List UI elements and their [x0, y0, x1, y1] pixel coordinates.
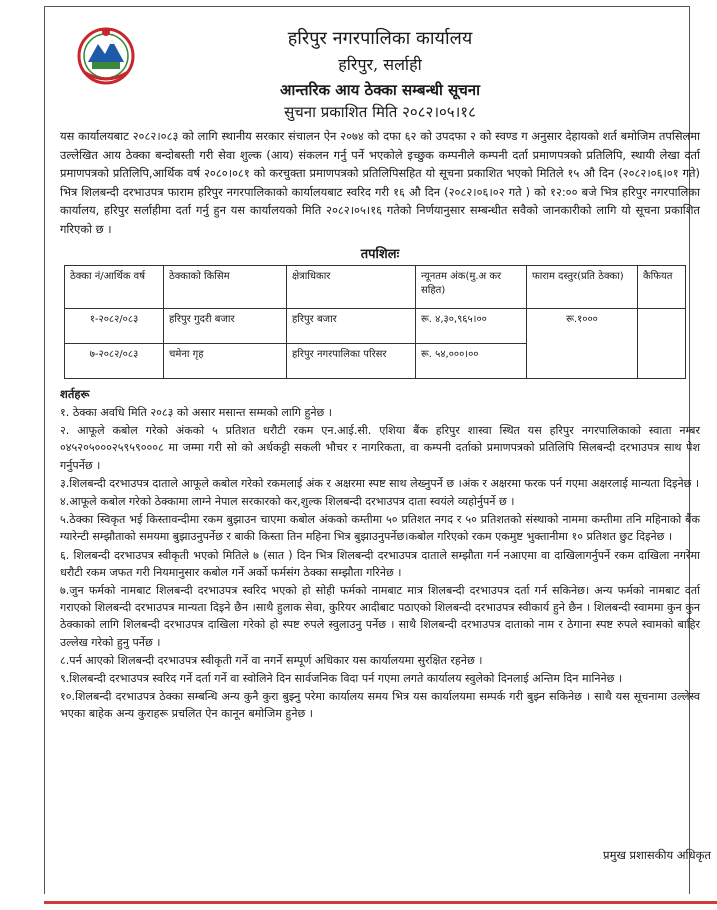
term-item: २. आफूले कबोल गरेको अंकको ५ प्रतिशत धरौटी रकम एन.आई.सी. एशिया बैंक हरिपुर शास्वा स्थित यस हरिपुर नगरपालिकाको स्वाता नम्बर ०४५२०५०००२५९५९०००८ मा जम्मा गरी सो को अर्धकट्टी सकली भौचर र नागरिकता, वा कम्पनी दर्ताको प्रमाणपत्रको प्रतिलिपि सिलबन्दी दरभाउपत्र साथ पेश गर्नुपर्नेछ । [60, 424, 700, 472]
term-item: ६. शिलबन्दी दरभाउपत्र स्वीकृती भएको मितिले ७ (सात ) दिन भित्र शिलबन्दी दरभाउपत्र दाताले सम्झौता गर्न नआएमा वा दाखिलागर्नुपर्ने रकम दाखिला नगरेमा धरौटी रकम जफत गरी नियमानुसार कबोल गर्ने अर्को फर्मसंग ठेक्का सम्झौता गरिनेछ । [60, 548, 700, 579]
term-item: ५.ठेक्का स्विकृत भई किस्तावन्दीमा रकम बुझाउन चाएमा कबोल अंकको कम्तीमा ५० प्रतिशत नगद र ५० प्रतिशतको संस्थाको नाममा कम्तीमा तनि महिनाको बैंक ग्यारेन्टी सम्झौताको समयमा बुझाउनुपर्नेछ र बाकी किस्ता तिन महिना भित्र बुझाउनुपर्नेछ।कबोल गरिएको रकम एकमुष्ट भुक्तानीमा १० प्रतिशत छुट दिइनेछ । [60, 513, 700, 544]
table-header-row [65, 266, 686, 309]
cell-min-amount: रू. ५४,०००।०० [416, 344, 527, 379]
cell-tender-no: १-२०८२/०८३ [65, 309, 164, 344]
cell-tender-type: हरिपुर गुदरी बजार [164, 309, 287, 344]
col-header-tender-type: ठेक्काको किसिम [164, 266, 287, 309]
publish-date: सुचना प्रकाशित मिति २०८२।०५।१८ [284, 103, 476, 121]
cell-tender-no: ७-२०८२/०८३ [65, 344, 164, 379]
term-item: ७.जुन फर्मको नामबाट शिलबन्दी दरभाउपत्र स्वरिद भएको हो सोही फर्मको नामबाट मात्र शिलबन्दी दरभाउपत्र दर्ता गर्न सकिनेछ। अन्य फर्मको नामबाट दर्ता गराएको शिलबन्दी दरभाउपत्र मान्यता दिइने छैन ।साथै हुलाक सेवा, कुरियर आदीबाट पठाएको शिलबन्दी दरभाउपत्र स्वीकार्य हुने छैन । शिलबन्दी स्वाममा कुन कुन ठेक्काको लागि शिलबन्दी दरभाउपत्र दाखिला गरेको हो स्पष्ट रुपले स्वुलाउनु पर्नेछ । साथै शिलबन्दी दरभाउपत्र दाताको नाम र ठेगाना स्पष्ट रुपले स्वामको बाहिर उल्लेख गरेको हुनु पर्नेछ । [60, 584, 700, 649]
cell-tender-type: चमेना गृह [164, 344, 287, 379]
footer-red-rule [44, 901, 717, 904]
page-border-left [44, 6, 45, 894]
terms-title: शर्तहरू [60, 387, 90, 401]
intro-paragraph: यस कार्यालयबाट २०८२।०८३ को लागि स्थानीय सरकार संचालन ऐन २०७४ को दफा ६२ को उपदफा २ को स्वण्ड ग अनुसार देहायको शर्त बमोजिम तपसिलमा उल्लेखित आय ठेक्का बन्दोबस्ती गरी सेवा शुल्क (आय) संकलन गर्नु पर्ने भएकोले इच्छुक कम्पनीले कम्पनी दर्ता प्रमाणपत्रको प्रतिलिपि, स्थायी लेखा दर्ता प्रमाणपत्रको प्रतिलिपि,आर्थिक वर्ष २०८०।०८१ को करचुक्ता प्रमाणपत्रको प्रतिलिपिसहित यो सूचना प्रकाशित भएको मितिले १५ औ दिन (२०८२।०६।०१ गते) भित्र शिलबन्दी दरभाउपत्र फाराम हरिपुर नगरपालिकाको कार्यालयबाट स्वरिद गरी १६ औ दिन (२०८२।०६।०२ गते ) को १२:०० बजे भित्र हरिपुर नगरपालिका कार्यालय, हरिपुर सर्लाहीमा दर्ता गर्नु हुन यस कार्यालयको मिति २०८२।०५।१६ गतेको निर्णयानुसार सम्बन्धीत सवैको जानकारीको लागि यो सूचना प्रकाशित गरिएको छ । [60, 129, 700, 236]
tender-table [64, 265, 686, 379]
cell-form-fee: रू.१००० [527, 309, 638, 379]
office-location: हरिपुर, सर्लाही [338, 55, 422, 74]
cell-remarks [638, 309, 686, 379]
terms-list [60, 404, 700, 723]
notice-header [60, 20, 700, 125]
term-item: १. ठेक्का अवधि मिति २०८३ को असार मसान्त सम्मको लागि हुनेछ । [60, 406, 333, 419]
col-header-jurisdiction: क्षेत्राधिकार [287, 266, 416, 309]
office-name: हरिपुर नगरपालिका कार्यालय [287, 28, 473, 49]
col-header-form-fee: फाराम दस्तुर(प्रति ठेक्का) [527, 266, 638, 309]
cell-jurisdiction: हरिपुर नगरपालिका परिसर [287, 344, 416, 379]
notice-subject: आन्तरिक आय ठेक्का सम्बन्धी सूचना [280, 81, 480, 99]
table-row [65, 309, 686, 344]
table-title: तपशिलः [360, 247, 400, 262]
notice-document [60, 20, 700, 724]
term-item: ४.आफूले कबोल गरेको ठेक्कामा लाग्ने नेपाल सरकारको कर,शुल्क शिलबन्दी दरभाउपत्र दाता स्वयंले व्यहोर्नुपर्ने छ । [60, 495, 515, 509]
term-item: ९.शिलबन्दी दरभाउपत्र स्वरिद गर्ने दर्ता गर्ने वा स्वोलिने दिन सार्वजनिक विदा पर्न गएमा लगते कार्यालय स्वुलेको दिनलाई अन्तिम दिन मानिनेछ । [60, 672, 623, 686]
term-item: ८.पर्न आएको शिलबन्दी दरभाउपत्र स्वीकृती गर्ने वा नगर्ने सम्पूर्ण अधिकार यस कार्यालयमा सुरक्षित रहनेछ । [60, 653, 483, 667]
page-border-top [44, 6, 690, 7]
cell-min-amount: रू. ४,३०,९६५।०० [416, 309, 527, 344]
signatory-title: प्रमुख प्रशासकीय अधिकृत [603, 848, 711, 862]
term-item: ३.शिलबन्दी दरभाउपत्र दाताले आफूले कबोल गरेको रकमलाई अंक र अक्षरमा स्पष्ट साथ लेख्नुपर्ने छ ।अंक र अक्षरमा फरक पर्न गएमा अक्षरलाई मान्यता दिइनेछ । [60, 476, 700, 490]
col-header-min-amount: न्यूनतम अंक(मु.अ कर सहित) [416, 266, 527, 309]
col-header-remarks: कैफियत [638, 266, 686, 309]
term-item: १०.शिलबन्दी दरभाउपत्र ठेक्का सम्बन्धि अन्य कुनै कुरा बुझ्नु परेमा कार्यालय समय भित्र यस कार्यालयमा सम्पर्क गरी बुझ्न सकिनेछ । साथै यस सूचनामा उल्लेस्व भएका बाहेक अन्य कुराहरू प्रचलित ऐन कानून बमोजिम हुनेछ । [60, 690, 700, 721]
cell-jurisdiction: हरिपुर बजार [287, 309, 416, 344]
col-header-tender-no: ठेक्का नं/आर्थिक वर्ष [65, 266, 164, 309]
